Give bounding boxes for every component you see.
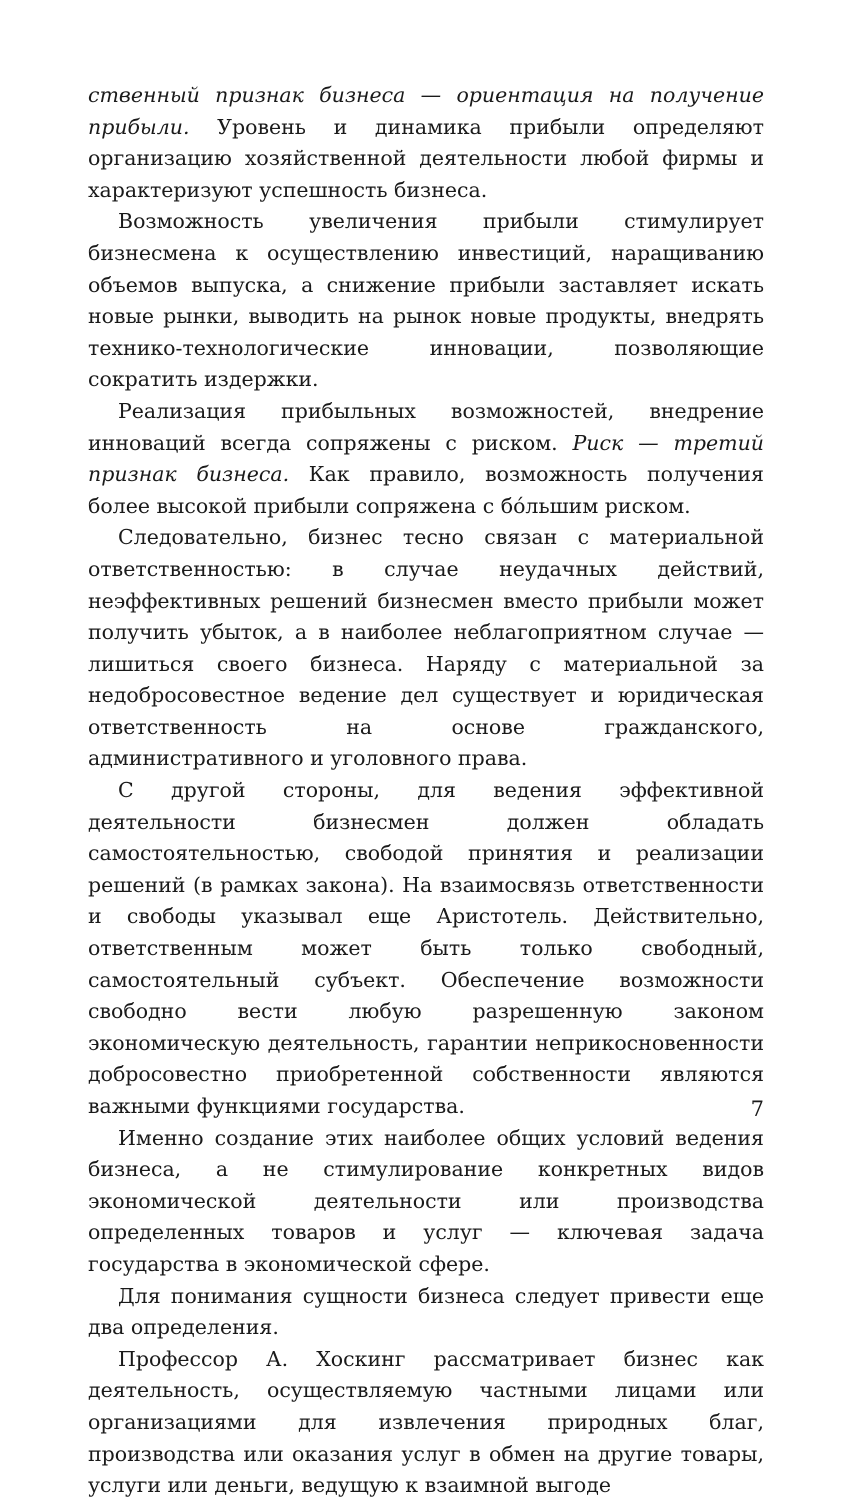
page-number: 7 (750, 1097, 764, 1121)
paragraph-4-text: Следовательно, бизнес тесно связан с материальной ответственностью: в случае неудачных действий, неэффективных решений бизнесмен вместо прибыли может получить убыток, а в наиболее неблагоприятном случае — лишиться своего бизнеса. Наряду с материальной за недобросовестное ведение дел существует и юридическая ответственность на основе гражданского, административного и уголовного права. (88, 525, 764, 771)
paragraph-7 (88, 1281, 764, 1344)
paragraph-3-text-start: Реализация прибыльных возможностей, внедрение инноваций всегда сопряжены с риском. (88, 398, 764, 455)
paragraph-3-text-end: Как правило, возможность получения более высокой прибыли сопряжена с бо́льшим риском. (88, 462, 764, 518)
paragraph-8-text: Профессор А. Хоскинг рассматривает бизнес как деятельность, осуществляемую частными лицами или организациями для извлечения природных благ, производства или оказания услуг в обмен на другие товары, услуги или деньги, ведущую к взаимной выгоде (88, 1346, 764, 1498)
paragraph-5 (88, 775, 764, 1123)
paragraph-1 (88, 80, 764, 206)
paragraph-6 (88, 1123, 764, 1281)
page-body (88, 80, 764, 1502)
paragraph-5-text: С другой стороны, для ведения эффективной деятельности бизнесмен должен обладать самостоятельностью, свободой принятия и реализации решений (в рамках закона). На взаимосвязь ответственности и свободы указывал еще Аристотель. Действительно, ответственным может быть только свободный, самостоятельный субъект. Обеспечение возможности свободно вести любую разрешенную законом экономическую деятельность, гарантии неприкосновенности добросовестно приобретенной собственности являются важными функциями государства. (88, 778, 764, 1118)
paragraph-4 (88, 522, 764, 775)
paragraph-3 (88, 396, 764, 522)
paragraph-1-italic-lead: ственный признак бизнеса — ориентация на получение прибыли. (88, 83, 764, 139)
paragraph-2-text: Возможность увеличения прибыли стимулирует бизнесмена к осуществлению инвестиций, наращиванию объемов выпуска, а снижение прибыли заставляет искать новые рынки, выводить на рынок новые продукты, внедрять технико-технологические инновации, позволяющие сократить издержки. (88, 209, 764, 392)
paragraph-2 (88, 206, 764, 396)
paragraph-8 (88, 1344, 764, 1502)
paragraph-1-text: Уровень и динамика прибыли определяют организацию хозяйственной деятельности любой фирмы и характеризуют успешность бизнеса. (88, 114, 764, 202)
paragraph-6-text: Именно создание этих наиболее общих условий ведения бизнеса, а не стимулирование конкретных видов экономической деятельности или производства определенных товаров и услуг — ключевая задача государства в экономической сфере. (88, 1125, 764, 1276)
paragraph-7-text: Для понимания сущности бизнеса следует привести еще два определения. (88, 1283, 764, 1340)
paragraph-3-italic-risk: Риск — третий признак бизнеса. (88, 430, 764, 487)
